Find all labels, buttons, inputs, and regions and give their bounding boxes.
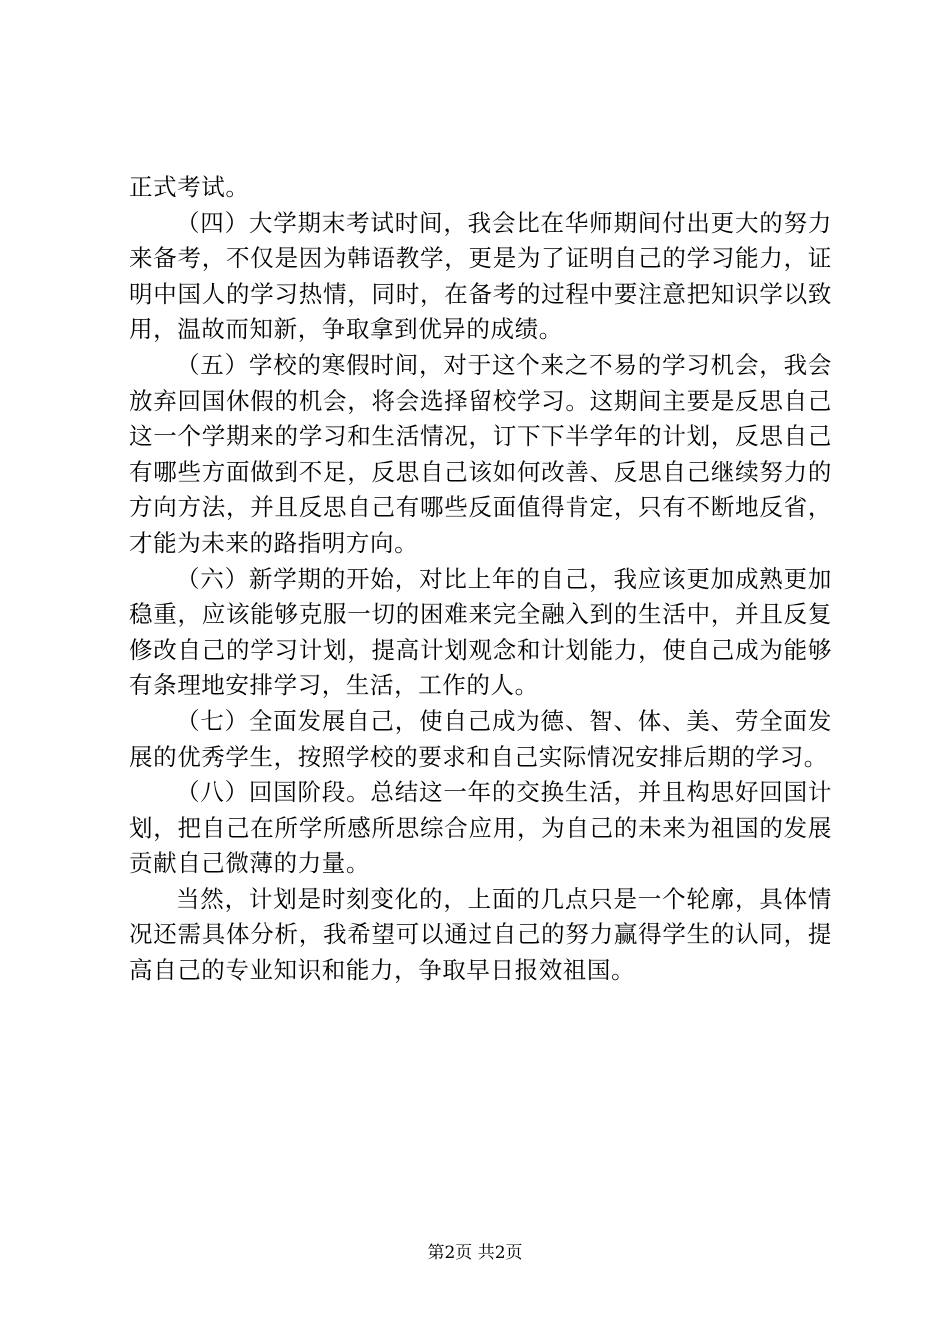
paragraph-item-4: （四）大学期末考试时间，我会比在华师期间付出更大的努力来备考，不仅是因为韩语教学，更是为了证明自己的学习能力，证明中国人的学习热情，同时，在备考的过程中要注意把知识学以致用，温故而知新，争取拿到优异的成绩。 (129, 208, 832, 344)
page-footer (0, 1243, 950, 1263)
paragraph-item-7: （七）全面发展自己，使自己成为德、智、体、美、劳全面发展的优秀学生，按照学校的要求和自己实际情况安排后期的学习。 (129, 706, 832, 771)
paragraph-conclusion: 当然，计划是时刻变化的，上面的几点只是一个轮廓，具体情况还需具体分析，我希望可以通过自己的努力赢得学生的认同，提高自己的专业知识和能力，争取早日报效祖国。 (129, 884, 832, 985)
paragraph-item-8: （八）回国阶段。总结这一年的交换生活，并且构思好回国计划，把自己在所学所感所思综合应用，为自己的未来为祖国的发展贡献自己微薄的力量。 (129, 778, 832, 878)
paragraph-item-5: （五）学校的寒假时间，对于这个来之不易的学习机会，我会放弃回国休假的机会，将会选择留校学习。这期间主要是反思自己这一个学期来的学习和生活情况，订下下半学年的计划，反思自己有哪些方面做到不足，反思自己该如何改善、反思自己继续努力的方向方法，并且反思自己有哪些反面值得肯定，只有不断地反省，才能为未来的路指明方向。 (129, 350, 832, 557)
paragraph-item-6: （六）新学期的开始，对比上年的自己，我应该更加成熟更加稳重，应该能够克服一切的困难来完全融入到的生活中，并且反复修改自己的学习计划，提高计划观念和计划能力，使自己成为能够有条理地安排学习，生活，工作的人。 (129, 564, 832, 700)
document-body (129, 170, 832, 989)
paragraph-continuation: 正式考试。 (129, 173, 250, 201)
page-number-label: 第2页 共2页 (427, 1243, 523, 1263)
